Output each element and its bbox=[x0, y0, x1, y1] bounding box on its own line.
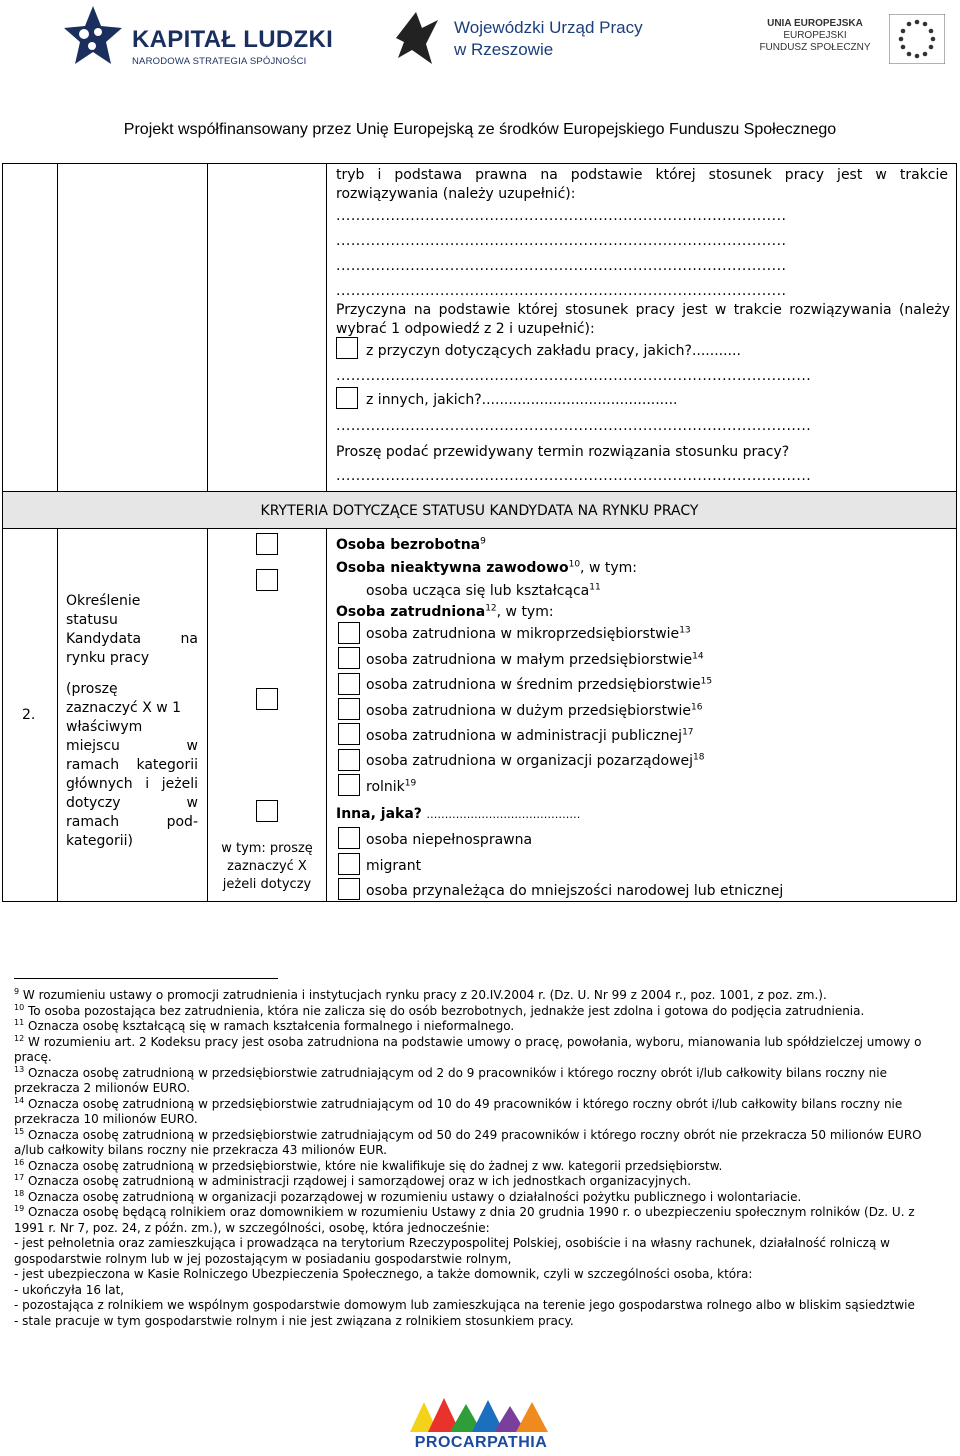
instruction-line-2: zaznaczyć X w 1 bbox=[66, 700, 182, 716]
wtym-note bbox=[210, 840, 324, 894]
termin-text: Proszę podać przewidywany termin rozwiązania stosunku pracy? bbox=[336, 444, 790, 460]
dots-line-1: ........................................................................................... bbox=[336, 209, 787, 224]
footnote-13: $^{13}$ Oznacza osobę zatrudnioną w przedsiębiorstwie zatrudniającym od 2 do 9 pracowników i którego roczny obrót i/lub całkowity bilans roczny nie przekracza 2 milionów EURO. bbox=[14, 1064, 888, 1095]
wtym-line-2: zaznaczyć X bbox=[227, 859, 307, 874]
table-top-border bbox=[2, 163, 957, 164]
zatrudniona-label: Osoba zatrudniona$^{12}$, w tym: bbox=[336, 603, 554, 620]
dots-line-2: ........................................................................................... bbox=[336, 234, 787, 249]
niepelnosprawna-label: osoba niepełnosprawna bbox=[366, 832, 533, 848]
instruction-line-3: właściwym bbox=[66, 719, 143, 735]
table-left-border bbox=[2, 163, 3, 491]
footnote-19: $^{19}$ Oznacza osobę będącą rolnikiem oraz domownikiem w rozumieniu Ustawy z dnia 20 grudnia 1990 r. o ubezpieczeniu społecznym rolników (Dz. U. z 1991 r. Nr 7, poz. 24, z późn. zm.), w szczególności, osobę, która jednocześnie: bbox=[14, 1204, 915, 1235]
kapital-ludzki-title: KAPITAŁ LUDZKI bbox=[132, 26, 334, 53]
footnote-10: $^{10}$ To osoba pozostająca bez zatrudnienia, która nie zalicza się do osób bezrobotnych, jednakże jest zdolna i gotowa do podjęcia zatrudnienia. bbox=[14, 1002, 865, 1018]
footnote-15: $^{15}$ Oznacza osobę zatrudnioną w przedsiębiorstwie zatrudniającym od 50 do 249 pracowników i którego roczny obrót nie przekracza 50 milionów EURO a/lub całkowity bilans roczny nie przekracza 43 milionów EUR. bbox=[14, 1126, 922, 1157]
srednie-checkbox[interactable] bbox=[338, 673, 360, 695]
instruction-line-4: miejscu w bbox=[66, 738, 198, 754]
project-cofinancing-line: Projekt współfinansowany przez Unię Europejską ze środków Europejskiego Funduszu Społecznego bbox=[123, 121, 837, 138]
mikro-checkbox[interactable] bbox=[338, 622, 360, 644]
col-divider-2 bbox=[207, 163, 208, 491]
status-label-line-5: rynku pracy bbox=[66, 650, 150, 666]
option-zaklad-checkbox[interactable] bbox=[336, 337, 358, 359]
inna-label: Inna, jaka? …………………………………… bbox=[336, 806, 581, 822]
mniejszosc-label: osoba przynależąca do mniejszości narodowej lub etnicznej bbox=[366, 883, 784, 899]
male-label: osoba zatrudniona w małym przedsiębiorstwie$^{14}$ bbox=[366, 651, 704, 668]
inna-checkbox[interactable] bbox=[256, 800, 278, 822]
instruction-line-9: kategorii) bbox=[66, 833, 133, 849]
mniejszosc-checkbox[interactable] bbox=[338, 878, 360, 900]
footnote-9: $^9$ W rozumieniu ustawy o promocji zatrudnienia i instytucjach rynku pracy z 20.IV.2004 r. (Dz. U. Nr 99 z 2004 r., poz. 1001, z poz. zm.). bbox=[14, 987, 827, 1002]
dots-line-4: ........................................................................................... bbox=[336, 284, 787, 299]
wtym-line-3: jeżeli dotyczy bbox=[222, 877, 312, 892]
wup-logo bbox=[392, 10, 672, 70]
row2-divider-2 bbox=[207, 529, 208, 902]
instruction-line-8: ramach pod- bbox=[66, 814, 198, 830]
rolnik-label: rolnik$^{19}$ bbox=[366, 778, 417, 795]
procarpathia-logo bbox=[410, 1396, 552, 1452]
footnote-11: $^{11}$ Oznacza osobę kształcącą się w ramach kształcenia formalnego i nieformalnego. bbox=[14, 1018, 515, 1033]
uczaca-label: osoba ucząca się lub kształcąca$^{11}$ bbox=[366, 582, 601, 599]
ue-line3: FUNDUSZ SPOŁECZNY bbox=[759, 42, 871, 53]
footnote-list-item-5: - stale pracuje w tym gospodarstwie rolnym i nie jest związana z rolnikiem stosunkiem pracy. bbox=[14, 1313, 574, 1328]
status-label-line-2: statusu bbox=[66, 612, 118, 628]
nieaktywna-label: Osoba nieaktywna zawodowo$^{10}$, w tym: bbox=[336, 559, 637, 576]
rolnik-checkbox[interactable] bbox=[338, 774, 360, 796]
procarpathia-text: PROCARPATHIA bbox=[414, 1434, 548, 1451]
kryteria-header-text: KRYTERIA DOTYCZĄCE STATUSU KANDYDATA NA RYNKU PRACY bbox=[260, 503, 699, 519]
bezrobotna-label: Osoba bezrobotna$^9$ bbox=[336, 536, 486, 553]
ue-line2: EUROPEJSKI bbox=[783, 30, 847, 41]
wup-title-line1: Wojewódzki Urząd Pracy bbox=[454, 18, 643, 37]
procarpathia-mountains-icon bbox=[410, 1396, 552, 1434]
footnote-list-item-1: - jest pełnoletnia oraz zamieszkująca i prowadząca na terytorium Rzeczypospolitej Polskiej, osobiście i na własny rachunek, działalność rolniczą w gospodarstwie rolnym lub w jej pozostającym w posiadaniu gospodarstwie rolnym, bbox=[14, 1236, 890, 1266]
migrant-checkbox[interactable] bbox=[338, 853, 360, 875]
status-label-line-1: Określenie bbox=[66, 593, 141, 609]
footnote-17: $^{17}$ Oznacza osobę zatrudnioną w administracji rządowej i samorządowej oraz w ich jednostkach organizacyjnych. bbox=[14, 1173, 692, 1188]
instruction-line-5: ramach kategorii bbox=[66, 757, 198, 773]
wtym-line-1: w tym: proszę bbox=[221, 841, 313, 856]
ue-line1: UNIA EUROPEJSKA bbox=[767, 18, 863, 29]
zatrudniona-checkbox[interactable] bbox=[256, 688, 278, 710]
footnote-separator bbox=[14, 978, 278, 979]
row2-divider-3 bbox=[326, 529, 327, 902]
footnote-18: $^{18}$ Oznacza osobę zatrudnioną w organizacji pozarządowej w rozumieniu ustawy o działalności pożytku publicznego i wolontariacie. bbox=[14, 1188, 802, 1204]
ue-logo bbox=[755, 14, 960, 70]
footnotes bbox=[14, 988, 948, 1329]
row2-divider-1 bbox=[57, 529, 58, 902]
przyczyna-text: Przyczyna na podstawie której stosunek pracy jest w trakcie rozwiązywania (należy wybrać 1 odpowiedź z 2 i uzupełnić): bbox=[336, 302, 950, 337]
srednie-label: osoba zatrudniona w średnim przedsiębiorstwie$^{15}$ bbox=[366, 676, 713, 693]
pozarzadowa-label: osoba zatrudniona w organizacji pozarządowej$^{18}$ bbox=[366, 752, 705, 769]
duze-checkbox[interactable] bbox=[338, 698, 360, 720]
kapital-ludzki-star-icon bbox=[62, 4, 124, 70]
eu-stars-icon bbox=[889, 14, 945, 64]
termin-dots: ................................................................................................ bbox=[336, 469, 812, 484]
status-label bbox=[66, 592, 198, 668]
footnote-list-item-4: - pozostająca z rolnikiem we wspólnym gospodarstwie domowym lub zamieszkująca na terenie jego gospodarstwa rolnego albo w bliskim sąsiedztwie bbox=[14, 1298, 915, 1312]
row-number: 2. bbox=[22, 707, 36, 723]
col-divider-3 bbox=[326, 163, 327, 491]
male-checkbox[interactable] bbox=[338, 647, 360, 669]
option-inne-label: z innych, jakich?............................................ bbox=[366, 392, 678, 408]
migrant-label: migrant bbox=[366, 858, 422, 874]
duze-label: osoba zatrudniona w dużym przedsiębiorstwie$^{16}$ bbox=[366, 702, 703, 719]
footnote-12: $^{12}$ W rozumieniu art. 2 Kodeksu pracy jest osoba zatrudniona na podstawie umowy o pracę, powołania, wyboru, mianowania lub spółdzielczej umowy o pracę. bbox=[14, 1033, 922, 1064]
niepelnosprawna-checkbox[interactable] bbox=[338, 827, 360, 849]
footnote-16: $^{16}$ Oznacza osobę zatrudnioną w przedsiębiorstwie, które nie kwalifikuje się do żadnej z ww. kategorii przedsiębiorstw. bbox=[14, 1157, 723, 1173]
instruction-line-6: głównych i jeżeli bbox=[66, 776, 198, 792]
pozarzadowa-checkbox[interactable] bbox=[338, 749, 360, 771]
footnote-list-item-2: - jest ubezpieczona w Kasie Rolniczego Ubezpieczenia Społecznego, a także domownik, czyli w szczególności osoba, która: bbox=[14, 1267, 753, 1281]
administracja-checkbox[interactable] bbox=[338, 723, 360, 745]
instruction-line-7: dotyczy w bbox=[66, 795, 198, 811]
tryb-text: tryb i podstawa prawna na podstawie której stosunek pracy jest w trakcie rozwiązywania (należy uzupełnić): bbox=[336, 167, 948, 202]
kapital-ludzki-logo bbox=[62, 4, 332, 74]
status-label-line-3: Kandydata bbox=[66, 631, 142, 647]
wup-emblem-icon bbox=[392, 10, 440, 66]
administracja-label: osoba zatrudniona w administracji publicznej$^{17}$ bbox=[366, 727, 694, 744]
status-label-line-4: na bbox=[180, 631, 198, 647]
kapital-ludzki-subtitle: NARODOWA STRATEGIA SPÓJNOŚCI bbox=[132, 56, 307, 67]
mikro-label: osoba zatrudniona w mikroprzedsiębiorstwie$^{13}$ bbox=[366, 625, 691, 642]
nieaktywna-checkbox[interactable] bbox=[256, 569, 278, 591]
option-inne-checkbox[interactable] bbox=[336, 387, 358, 409]
option-zaklad-label: z przyczyn dotyczących zakładu pracy, jakich?........... bbox=[366, 343, 741, 359]
col-divider-1 bbox=[57, 163, 58, 491]
footnote-list-item-3: - ukończyła 16 lat, bbox=[14, 1282, 125, 1297]
wup-title-line2: w Rzeszowie bbox=[454, 40, 554, 59]
option-zaklad-dots: ................................................................................................ bbox=[336, 369, 812, 384]
option-inne-dots: ................................................................................................ bbox=[336, 419, 812, 434]
dots-line-3: ........................................................................................... bbox=[336, 259, 787, 274]
instruction-line-1: (proszę bbox=[66, 681, 118, 697]
instruction-text bbox=[66, 680, 198, 851]
bezrobotna-checkbox[interactable] bbox=[256, 533, 278, 555]
footnote-14: $^{14}$ Oznacza osobę zatrudnioną w przedsiębiorstwie zatrudniającym od 10 do 49 pracowników i którego roczny obrót i/lub całkowity bilans roczny nie przekracza 10 milionów EURO. bbox=[14, 1095, 903, 1126]
